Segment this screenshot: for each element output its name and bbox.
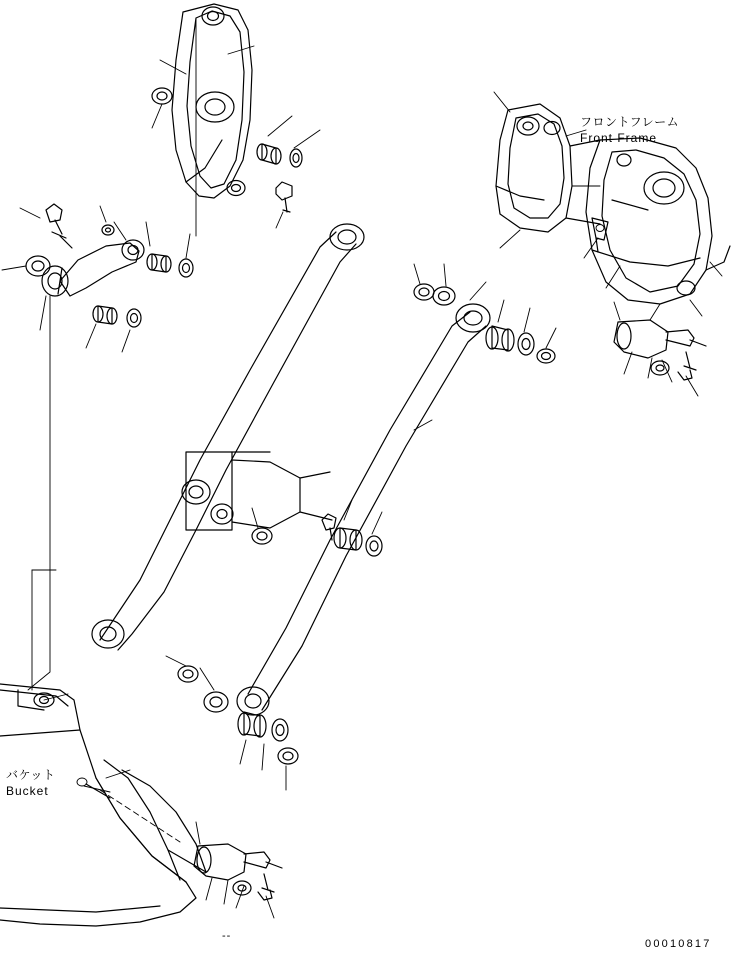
lift-arm-part xyxy=(92,224,364,650)
washer-set-bellcrank xyxy=(152,88,302,167)
bell-crank-part xyxy=(172,4,252,198)
footer-mark: -- xyxy=(222,930,232,942)
front-frame-label-en: Front Frame xyxy=(580,130,658,145)
leader-lines xyxy=(2,18,722,918)
front-frame-label-jp: フロントフレーム xyxy=(580,115,680,129)
washer-set-arm-top xyxy=(414,284,555,363)
drawing-part-number: 00010817 xyxy=(645,938,712,950)
tilt-link-part xyxy=(42,240,144,296)
cylinder-end-bucket xyxy=(194,844,282,900)
leader-markers xyxy=(77,225,604,787)
grease-fitting-group-left xyxy=(46,204,114,248)
bucket-label-en: Bucket xyxy=(6,783,49,798)
cylinder-end-right xyxy=(614,320,706,380)
bucket-label-jp: バケット xyxy=(6,768,56,782)
callout-bucket xyxy=(6,769,55,797)
tilt-rod-part xyxy=(237,304,490,715)
callout-front-frame xyxy=(580,116,679,144)
bucket-part xyxy=(0,684,206,926)
bolt-bellcrank xyxy=(276,182,292,212)
washer-set-mid-arm xyxy=(252,514,382,556)
